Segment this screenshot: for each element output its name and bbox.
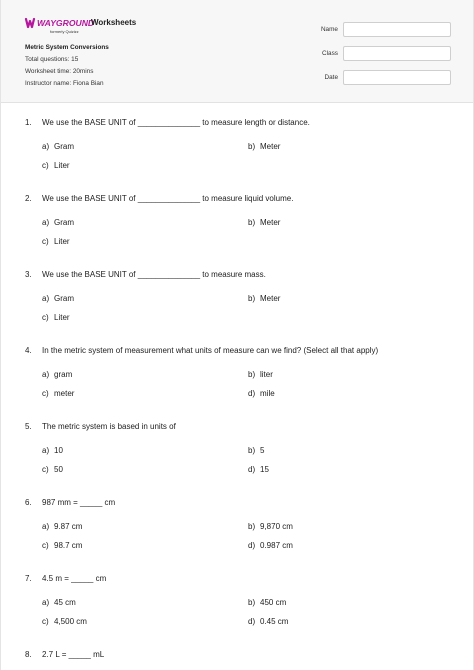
- answer-option[interactable]: [42, 237, 70, 246]
- answer-option[interactable]: [248, 218, 280, 227]
- option-text: 10: [54, 446, 63, 455]
- answer-option[interactable]: [248, 294, 280, 303]
- question-number: 5.: [25, 422, 32, 431]
- answer-option[interactable]: [248, 541, 293, 550]
- option-letter: c): [42, 541, 49, 550]
- question-text: We use the BASE UNIT of ______________ to measure mass.: [42, 270, 266, 279]
- answer-option[interactable]: [248, 465, 269, 474]
- question-number: 6.: [25, 498, 32, 507]
- answer-option[interactable]: [42, 522, 82, 531]
- date-label: Date: [324, 74, 338, 81]
- date-field[interactable]: [343, 70, 451, 85]
- option-letter: a): [42, 218, 50, 227]
- name-field[interactable]: [343, 22, 451, 37]
- option-letter: c): [42, 313, 49, 322]
- answer-option[interactable]: [248, 446, 264, 455]
- option-text: 98.7 cm: [54, 541, 83, 550]
- option-text: Liter: [54, 237, 70, 246]
- option-text: Meter: [260, 218, 281, 227]
- option-letter: a): [42, 446, 50, 455]
- option-letter: b): [248, 218, 256, 227]
- question-number: 4.: [25, 346, 32, 355]
- question-number: 3.: [25, 270, 32, 279]
- answer-option[interactable]: [248, 617, 288, 626]
- worksheet-title: Metric System Conversions: [25, 44, 109, 51]
- option-text: meter: [54, 389, 75, 398]
- answer-option[interactable]: [42, 218, 74, 227]
- option-letter: d): [248, 541, 256, 550]
- answer-option[interactable]: [42, 541, 82, 550]
- option-text: 4,500 cm: [54, 617, 87, 626]
- option-text: Liter: [54, 161, 70, 170]
- option-letter: b): [248, 446, 256, 455]
- question-text: In the metric system of measurement what units of measure can we find? (Select all that apply): [42, 346, 379, 355]
- worksheet-header: [1, 0, 473, 103]
- option-letter: a): [42, 598, 50, 607]
- option-text: Meter: [260, 142, 281, 151]
- option-text: 9,870 cm: [260, 522, 293, 531]
- worksheet-time: Worksheet time: 20mins: [25, 68, 94, 75]
- option-text: 50: [54, 465, 63, 474]
- answer-option[interactable]: [42, 142, 74, 151]
- app-title: Worksheets: [91, 18, 137, 27]
- question-number: 8.: [25, 650, 32, 659]
- answer-option[interactable]: [248, 598, 286, 607]
- option-text: 45 cm: [54, 598, 76, 607]
- option-text: mile: [260, 389, 275, 398]
- question-number: 7.: [25, 574, 32, 583]
- option-text: Gram: [54, 218, 74, 227]
- option-text: 9.87 cm: [54, 522, 83, 531]
- option-letter: d): [248, 465, 256, 474]
- option-letter: a): [42, 370, 50, 379]
- answer-option[interactable]: [248, 522, 293, 531]
- option-text: Gram: [54, 142, 74, 151]
- question-text: 987 mm = _____ cm: [42, 498, 116, 507]
- question-text: The metric system is based in units of: [42, 422, 176, 431]
- option-letter: d): [248, 389, 256, 398]
- class-label: Class: [322, 50, 338, 57]
- logo-subtitle: formerly Quizizz: [50, 29, 79, 34]
- option-letter: a): [42, 142, 50, 151]
- option-letter: a): [42, 522, 50, 531]
- option-text: 15: [260, 465, 269, 474]
- option-letter: c): [42, 237, 49, 246]
- option-letter: b): [248, 370, 256, 379]
- answer-option[interactable]: [248, 370, 273, 379]
- option-letter: c): [42, 617, 49, 626]
- option-letter: a): [42, 294, 50, 303]
- option-letter: b): [248, 294, 256, 303]
- question-text: 4.5 m = _____ cm: [42, 574, 107, 583]
- answer-option[interactable]: [248, 142, 280, 151]
- option-letter: d): [248, 617, 256, 626]
- option-text: Gram: [54, 294, 74, 303]
- answer-option[interactable]: [42, 598, 76, 607]
- logo-wordmark: WAYGROUND: [37, 18, 95, 28]
- answer-option[interactable]: [42, 313, 70, 322]
- option-text: Meter: [260, 294, 281, 303]
- answer-option[interactable]: [248, 389, 275, 398]
- question-text: 2.7 L = _____ mL: [42, 650, 105, 659]
- option-text: 0.45 cm: [260, 617, 289, 626]
- option-text: 450 cm: [260, 598, 287, 607]
- answer-option[interactable]: [42, 370, 72, 379]
- option-letter: b): [248, 598, 256, 607]
- wayground-logo: [25, 16, 95, 30]
- question-text: We use the BASE UNIT of ______________ to measure length or distance.: [42, 118, 310, 127]
- answer-option[interactable]: [42, 389, 74, 398]
- total-questions: Total questions: 15: [25, 56, 79, 63]
- option-text: 0.987 cm: [260, 541, 293, 550]
- question-number: 2.: [25, 194, 32, 203]
- answer-option[interactable]: [42, 294, 74, 303]
- answer-option[interactable]: [42, 161, 70, 170]
- answer-option[interactable]: [42, 465, 63, 474]
- instructor-name: Instructor name: Fiona Bian: [25, 80, 104, 87]
- option-letter: c): [42, 389, 49, 398]
- option-text: liter: [260, 370, 273, 379]
- class-field[interactable]: [343, 46, 451, 61]
- option-text: 5: [260, 446, 265, 455]
- question-number: 1.: [25, 118, 32, 127]
- option-text: gram: [54, 370, 73, 379]
- answer-option[interactable]: [42, 446, 63, 455]
- option-letter: c): [42, 465, 49, 474]
- question-text: We use the BASE UNIT of ______________ to measure liquid volume.: [42, 194, 294, 203]
- option-letter: c): [42, 161, 49, 170]
- option-letter: b): [248, 522, 256, 531]
- option-text: Liter: [54, 313, 70, 322]
- name-label: Name: [320, 26, 338, 33]
- answer-option[interactable]: [42, 617, 87, 626]
- option-letter: b): [248, 142, 256, 151]
